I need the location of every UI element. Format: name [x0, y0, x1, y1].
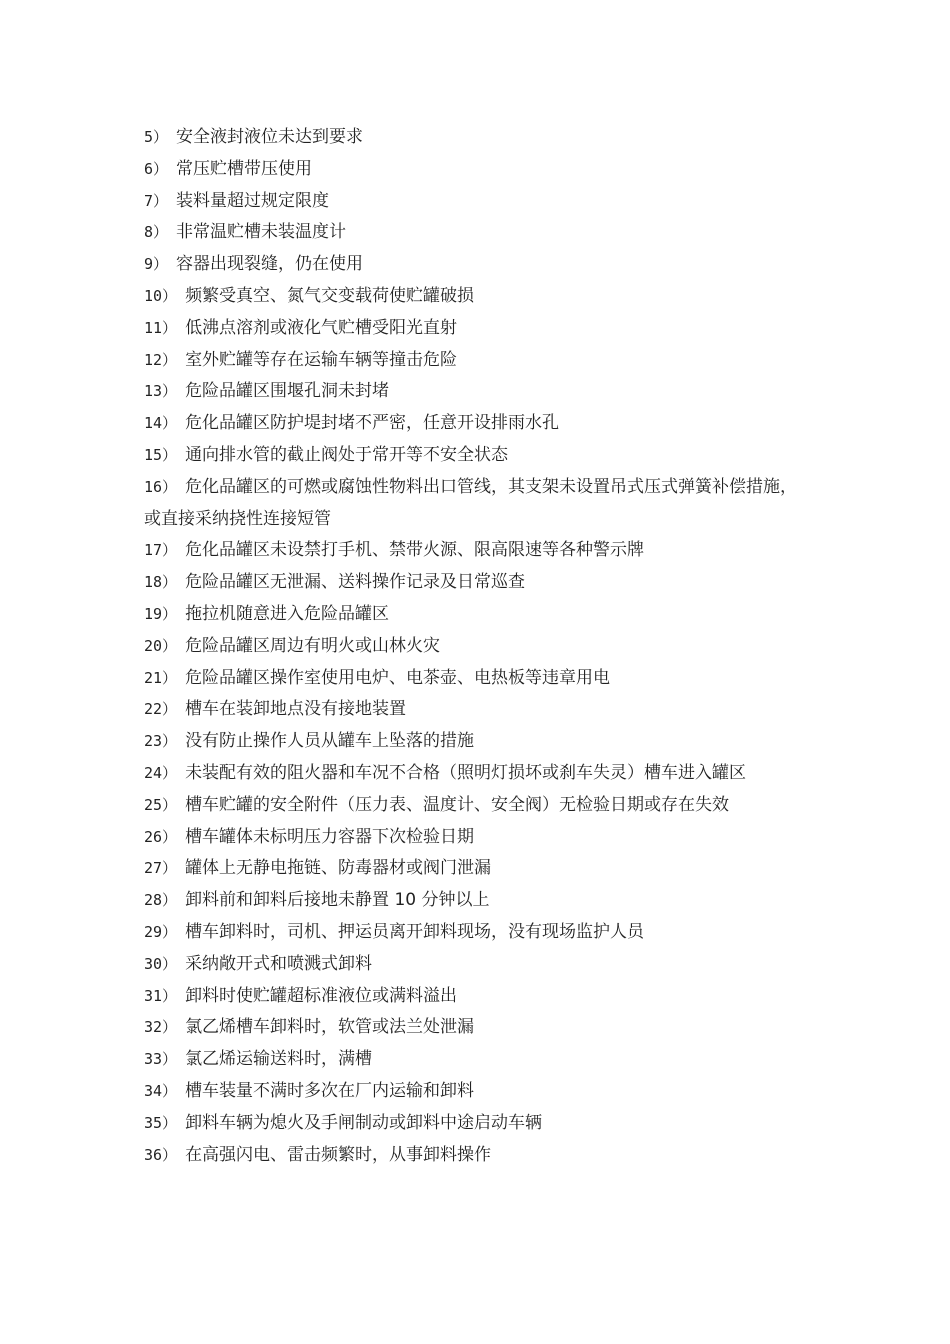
list-item-text: 容器出现裂缝，仍在使用: [176, 254, 364, 275]
list-item-text: 卸料前和卸料后接地未静置 10 分钟以上: [185, 890, 490, 911]
list-item: [144, 949, 806, 981]
list-item-text: 卸料时使贮罐超标准液位或满料溢出: [185, 985, 458, 1006]
list-item-number: 27）: [144, 859, 178, 878]
list-item-text: 卸料车辆为熄火及手闸制动或卸料中途启动车辆: [185, 1112, 543, 1133]
list-item-text: 危险品罐区周边有明火或山林火灾: [185, 635, 441, 656]
list-item-number: 36）: [144, 1145, 178, 1164]
list-item: [144, 1140, 806, 1172]
list-item-text: 非常温贮槽未装温度计: [176, 222, 347, 243]
list-item-number: 13）: [144, 382, 178, 401]
list-item-text: 低沸点溶剂或液化气贮槽受阳光直射: [185, 317, 458, 338]
list-item-number: 19）: [144, 604, 178, 623]
list-item-number: 25）: [144, 795, 178, 814]
list-item-number: 6）: [144, 159, 169, 178]
list-item: [144, 694, 806, 726]
list-item-number: 26）: [144, 827, 178, 846]
list-item-number: 15）: [144, 445, 178, 464]
list-item-text: 危险品罐区无泄漏、送料操作记录及日常巡查: [185, 572, 526, 593]
list-item: [144, 408, 806, 440]
list-item-number: 30）: [144, 954, 178, 973]
list-item-text: 危化品罐区的可燃或腐蚀性物料出口管线，其支架未设置吊式压式弹簧补偿措施，或直接采纳挠性连接短管: [144, 476, 798, 529]
list-item-number: 31）: [144, 986, 178, 1005]
list-item: [144, 790, 806, 822]
list-item-text: 常压贮槽带压使用: [176, 158, 313, 179]
list-item: [144, 1076, 806, 1108]
list-item: [144, 1108, 806, 1140]
list-item-number: 11）: [144, 318, 178, 337]
list-item: [144, 567, 806, 599]
list-item: [144, 376, 806, 408]
list-item-text: 通向排水管的截止阀处于常开等不安全状态: [185, 444, 509, 465]
list-item-text: 拖拉机随意进入危险品罐区: [185, 603, 390, 624]
list-item-number: 10）: [144, 286, 178, 305]
list-item: [144, 631, 806, 663]
list-item: [144, 1044, 806, 1076]
list-item-text: 安全液封液位未达到要求: [176, 127, 364, 147]
list-item: [144, 472, 806, 536]
list-item: [144, 663, 806, 695]
list-item-number: 9）: [144, 255, 169, 274]
list-item-text: 罐体上无静电拖链、防毒器材或阀门泄漏: [185, 858, 492, 879]
list-item: [144, 885, 806, 917]
list-item-text: 槽车装量不满时多次在厂内运输和卸料: [185, 1080, 475, 1101]
list-item-text: 未装配有效的阻火器和车况不合格（照明灯损坏或刹车失灵）槽车进入罐区: [185, 762, 747, 783]
list-item-number: 32）: [144, 1018, 178, 1037]
list-item: [144, 535, 806, 567]
list-item-number: 14）: [144, 414, 178, 433]
list-item: [144, 281, 806, 313]
list-item-number: 20）: [144, 636, 178, 655]
list-item-number: 22）: [144, 700, 178, 719]
list-item-number: 35）: [144, 1113, 178, 1132]
list-item: [144, 758, 806, 790]
hazard-list: [144, 122, 806, 1171]
list-item: [144, 440, 806, 472]
list-item: [144, 1012, 806, 1044]
list-item: [144, 122, 806, 154]
list-item: [144, 345, 806, 377]
list-item-text: 采纳敞开式和喷溅式卸料: [185, 953, 373, 974]
list-item-text: 在高强闪电、雷击频繁时，从事卸料操作: [185, 1144, 492, 1165]
list-item: [144, 217, 806, 249]
list-item-number: 18）: [144, 573, 178, 592]
list-item-number: 21）: [144, 668, 178, 687]
list-item-number: 17）: [144, 541, 178, 560]
list-item: [144, 313, 806, 345]
list-item-text: 槽车在装卸地点没有接地装置: [185, 699, 407, 720]
list-item-text: 槽车卸料时，司机、押运员离开卸料现场，没有现场监护人员: [185, 921, 645, 942]
list-item-number: 12）: [144, 350, 178, 369]
list-item-number: 23）: [144, 732, 178, 751]
list-item-number: 5）: [144, 128, 169, 146]
list-item-number: 7）: [144, 191, 169, 210]
list-item: [144, 853, 806, 885]
list-item-number: 8）: [144, 223, 169, 242]
list-item-number: 34）: [144, 1081, 178, 1100]
list-item-number: 28）: [144, 891, 178, 910]
list-item-text: 氯乙烯槽车卸料时，软管或法兰处泄漏: [185, 1017, 475, 1038]
list-item-text: 槽车贮罐的安全附件（压力表、温度计、安全阀）无检验日期或存在失效: [185, 794, 730, 815]
list-item-number: 33）: [144, 1050, 178, 1069]
list-item-text: 装料量超过规定限度: [176, 190, 330, 211]
list-item-number: 24）: [144, 763, 178, 782]
list-item: [144, 726, 806, 758]
list-item-text: 氯乙烯运输送料时，满槽: [185, 1049, 373, 1070]
list-item-text: 危险品罐区围堰孔洞未封堵: [185, 381, 390, 402]
list-item: [144, 249, 806, 281]
list-item-number: 29）: [144, 922, 178, 941]
list-item: [144, 981, 806, 1013]
list-item-number: 16）: [144, 477, 178, 496]
list-item-text: 频繁受真空、氮气交变载荷使贮罐破损: [185, 285, 475, 306]
list-item: [144, 822, 806, 854]
list-item-text: 槽车罐体未标明压力容器下次检验日期: [185, 826, 475, 847]
list-item-text: 危化品罐区未设禁打手机、禁带火源、限高限速等各种警示牌: [185, 540, 645, 561]
list-item-text: 危险品罐区操作室使用电炉、电茶壶、电热板等违章用电: [185, 667, 611, 688]
list-item-text: 没有防止操作人员从罐车上坠落的措施: [185, 731, 475, 752]
list-item: [144, 186, 806, 218]
list-item: [144, 917, 806, 949]
list-item: [144, 599, 806, 631]
list-item: [144, 154, 806, 186]
list-item-text: 室外贮罐等存在运输车辆等撞击危险: [185, 349, 458, 370]
list-item-text: 危化品罐区防护堤封堵不严密，任意开设排雨水孔: [185, 413, 560, 434]
